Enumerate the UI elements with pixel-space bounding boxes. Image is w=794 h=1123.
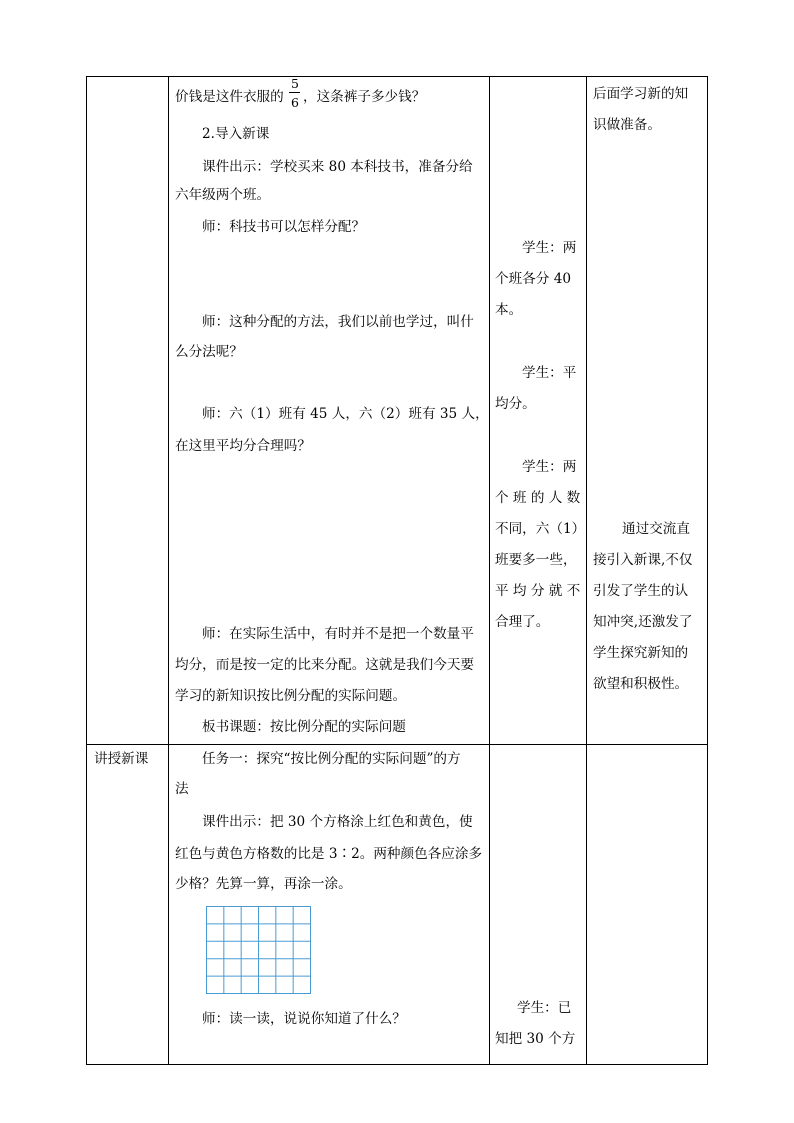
text-line: 均分，而是按一定的比来分配。这就是我们今天要	[175, 657, 475, 673]
text-line: 在这里平均分合理吗？	[175, 438, 311, 454]
student-response: 均分。	[495, 396, 536, 412]
text-line: 六年级两个班。	[175, 187, 271, 203]
text-line: ，这条裤子多少钱？	[303, 89, 426, 105]
table-row-divider	[86, 744, 708, 745]
table-col-divider-2	[489, 76, 490, 1065]
text-line: 板书课题：按比例分配的实际问题	[202, 719, 406, 735]
text-line: 么分法呢？	[175, 344, 243, 360]
text-line: 红色与黄色方格数的比是 3∶2。两种颜色各应涂多	[175, 846, 483, 862]
heading-intro-new-lesson: 2.导入新课	[202, 126, 270, 142]
design-intent-note: 后面学习新的知	[593, 86, 689, 102]
student-response: 个班各分 40	[495, 271, 571, 287]
text-line: 任务一：探究“按比例分配的实际问题”的方	[202, 751, 461, 767]
student-response: 合理了。	[495, 614, 550, 630]
text-line: 师：科技书可以怎样分配？	[202, 219, 366, 235]
table-right-border	[707, 76, 708, 1065]
text-line: 师：读一读，说说你知道了什么？	[202, 1011, 406, 1027]
text-line: 师：六（1）班有 45 人，六（2）班有 35 人，	[202, 406, 489, 422]
table-col-divider-1	[168, 76, 169, 1065]
text-line: 课件出示：把 30 个方格涂上红色和黄色，使	[202, 814, 473, 830]
design-intent-note: 通过交流直	[622, 521, 690, 537]
design-intent-note: 识做准备。	[593, 117, 661, 133]
student-response: 本。	[495, 302, 523, 318]
student-response: 学生：平	[522, 365, 577, 381]
table-left-border	[86, 76, 87, 1065]
text-line: 少格？先算一算，再涂一涂。	[175, 876, 352, 892]
table-col-divider-3	[586, 76, 587, 1065]
student-response: 学生：已	[517, 1000, 572, 1016]
student-response: 班要多一些，	[495, 552, 577, 568]
student-response: 知把 30 个方	[495, 1031, 576, 1047]
table-top-border	[86, 76, 708, 77]
student-response: 平 均 分 就 不	[495, 583, 581, 599]
design-intent-note: 引发了学生的认	[593, 583, 689, 599]
student-response: 学生：两	[522, 459, 577, 475]
text-line: 师：这种分配的方法，我们以前也学过，叫什	[202, 314, 474, 330]
fraction-denominator: 6	[291, 95, 299, 110]
text-line: 课件出示：学校买来 80 本科技书，准备分给	[202, 159, 473, 175]
table-bottom-border	[86, 1064, 708, 1065]
design-intent-note: 接引入新课,不仅	[593, 552, 693, 568]
fraction-numerator: 5	[291, 76, 299, 91]
text-line: 学习的新知识按比例分配的实际问题。	[175, 688, 407, 704]
design-intent-note: 知冲突,还激发了	[593, 614, 693, 630]
student-response: 个 班 的 人 数	[495, 490, 581, 506]
student-response: 不同，六（1）	[495, 521, 586, 537]
text-line: 法	[175, 781, 189, 797]
design-intent-note: 欲望和积极性。	[593, 676, 689, 692]
square-grid-figure	[206, 906, 311, 994]
student-response: 学生：两	[522, 240, 577, 256]
section-label-lecture: 讲授新课	[94, 751, 149, 767]
fraction-bar	[289, 92, 300, 93]
text-line: 价钱是这件衣服的	[175, 89, 284, 105]
design-intent-note: 学生探究新知的	[593, 645, 689, 661]
text-line: 师：在实际生活中，有时并不是把一个数量平	[202, 626, 474, 642]
